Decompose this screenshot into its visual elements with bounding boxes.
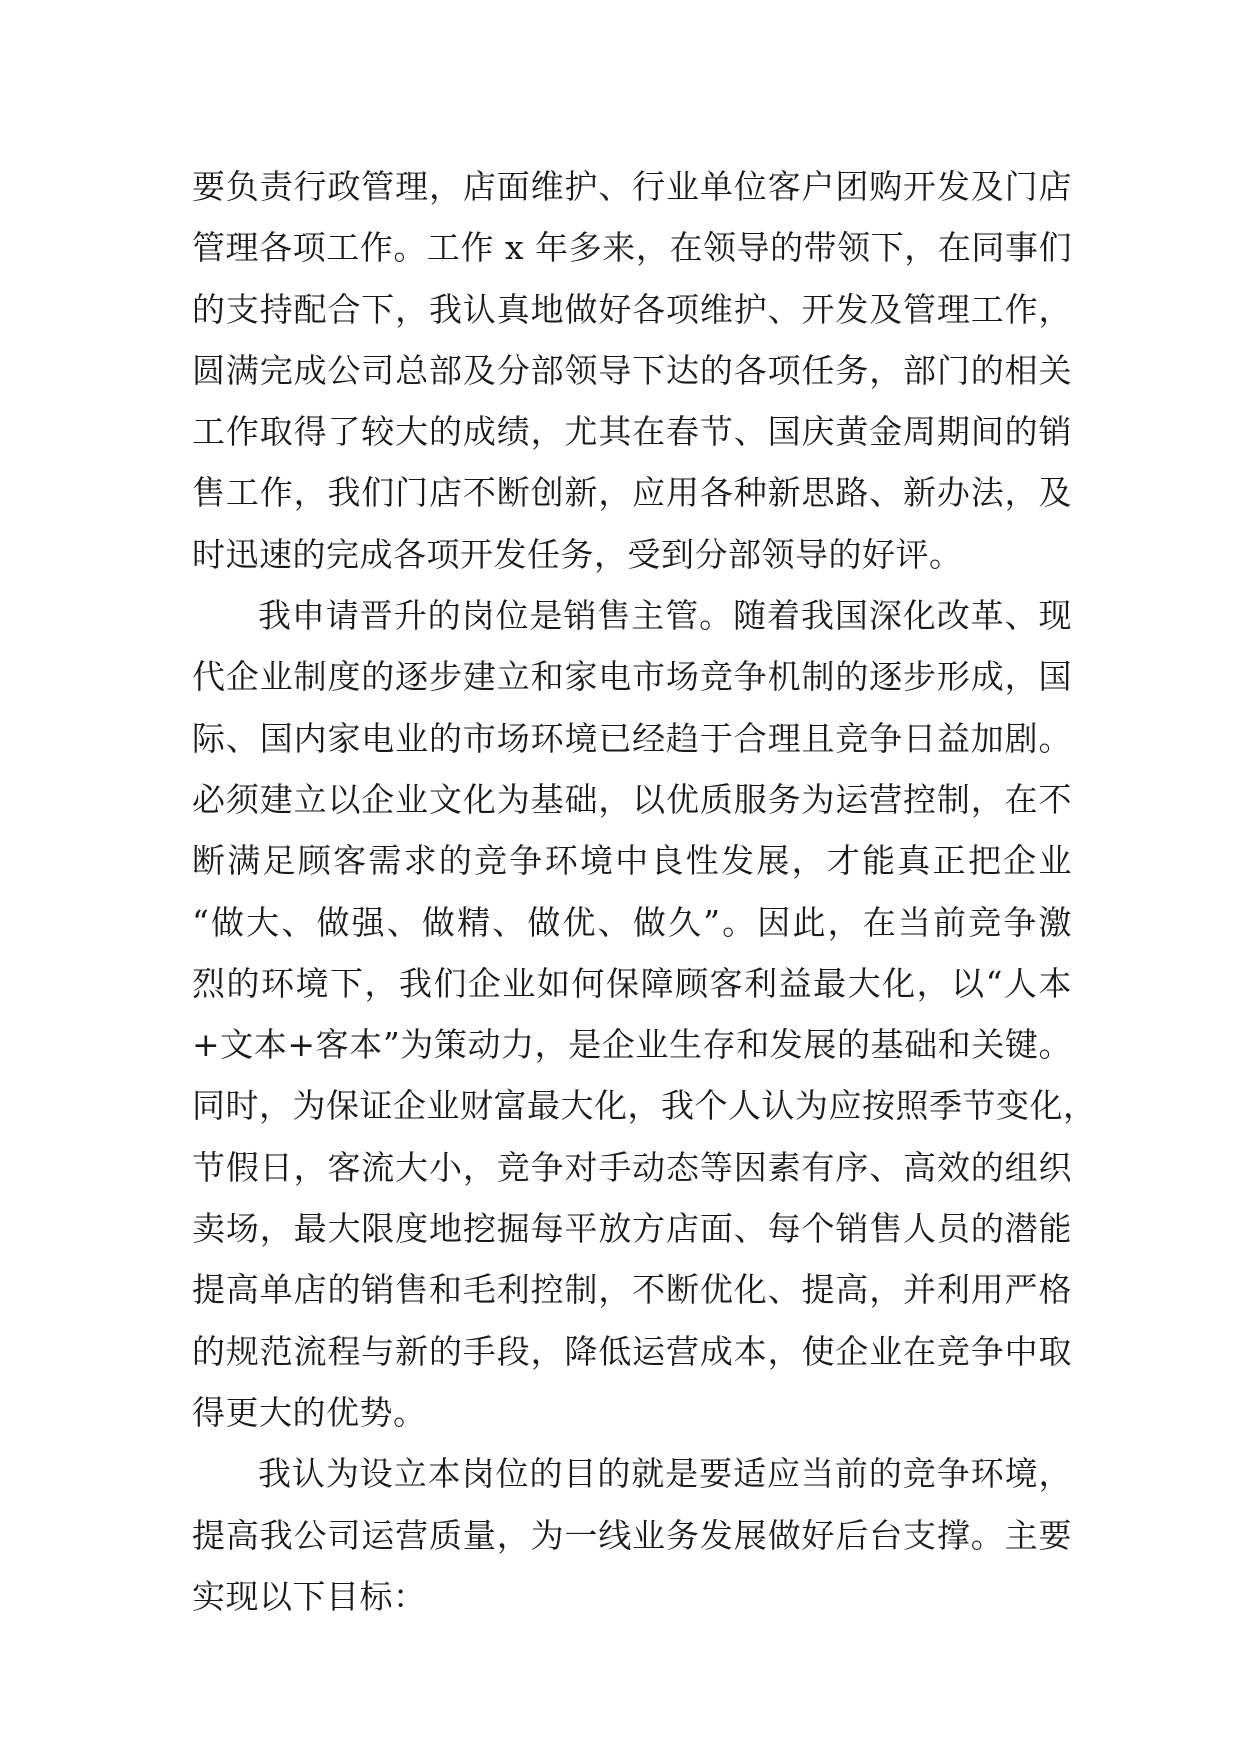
text-line: 提高我公司运营质量，为一线业务发展做好后台支撑。主要 — [192, 1515, 1072, 1555]
text-line: 必须建立以企业文化为基础，以优质服务为运营控制，在不 — [192, 779, 1072, 819]
text-line: 卖场，最大限度地挖掘每平放方店面、每个销售人员的潜能 — [192, 1209, 1072, 1249]
text-line: 的支持配合下，我认真地做好各项维护、开发及管理工作， — [192, 289, 1072, 329]
paragraph-1 — [192, 156, 1072, 585]
text-line: 代企业制度的逐步建立和家电市场竞争机制的逐步形成，国 — [192, 657, 1072, 697]
text-line: 得更大的优势。 — [192, 1392, 427, 1432]
text-line: 际、国内家电业的市场环境已经趋于合理且竞争日益加剧。 — [192, 718, 1072, 758]
text-line: 圆满完成公司总部及分部领导下达的各项任务，部门的相关 — [192, 350, 1072, 390]
text-line: 我申请晋升的岗位是销售主管。随着我国深化改革、现 — [258, 596, 1072, 636]
document-body — [192, 156, 1097, 1627]
text-line: “做大、做强、做精、做优、做久”。因此，在当前竞争激 — [192, 902, 1072, 942]
text-line: 时迅速的完成各项开发任务，受到分部领导的好评。 — [192, 534, 963, 574]
paragraph-2 — [192, 585, 1097, 1443]
text-line: +文本+客本”为策动力，是企业生存和发展的基础和关键。 — [192, 1025, 1072, 1065]
text-line: 的规范流程与新的手段，降低运营成本，使企业在竞争中取 — [192, 1331, 1072, 1371]
text-line: 工作取得了较大的成绩，尤其在春节、国庆黄金周期间的销 — [192, 412, 1072, 452]
text-line: 我认为设立本岗位的目的就是要适应当前的竞争环境， — [258, 1454, 1072, 1494]
text-line: 烈的环境下，我们企业如何保障顾客利益最大化，以“人本 — [192, 963, 1072, 1003]
text-line: 同时，为保证企业财富最大化，我个人认为应按照季节变化， — [192, 1086, 1097, 1126]
text-line: 提高单店的销售和毛利控制，不断优化、提高，并利用严格 — [192, 1270, 1072, 1310]
text-line: 要负责行政管理，店面维护、行业单位客户团购开发及门店 — [192, 167, 1072, 206]
text-line: 实现以下目标： — [192, 1576, 427, 1616]
text-line: 管理各项工作。工作 x 年多来，在领导的带领下，在同事们 — [192, 228, 1072, 268]
text-line: 节假日，客流大小，竞争对手动态等因素有序、高效的组织 — [192, 1147, 1072, 1187]
paragraph-3 — [192, 1443, 1072, 1627]
text-line: 断满足顾客需求的竞争环境中良性发展，才能真正把企业 — [192, 841, 1072, 881]
text-line: 售工作，我们门店不断创新，应用各种新思路、新办法，及 — [192, 473, 1072, 513]
